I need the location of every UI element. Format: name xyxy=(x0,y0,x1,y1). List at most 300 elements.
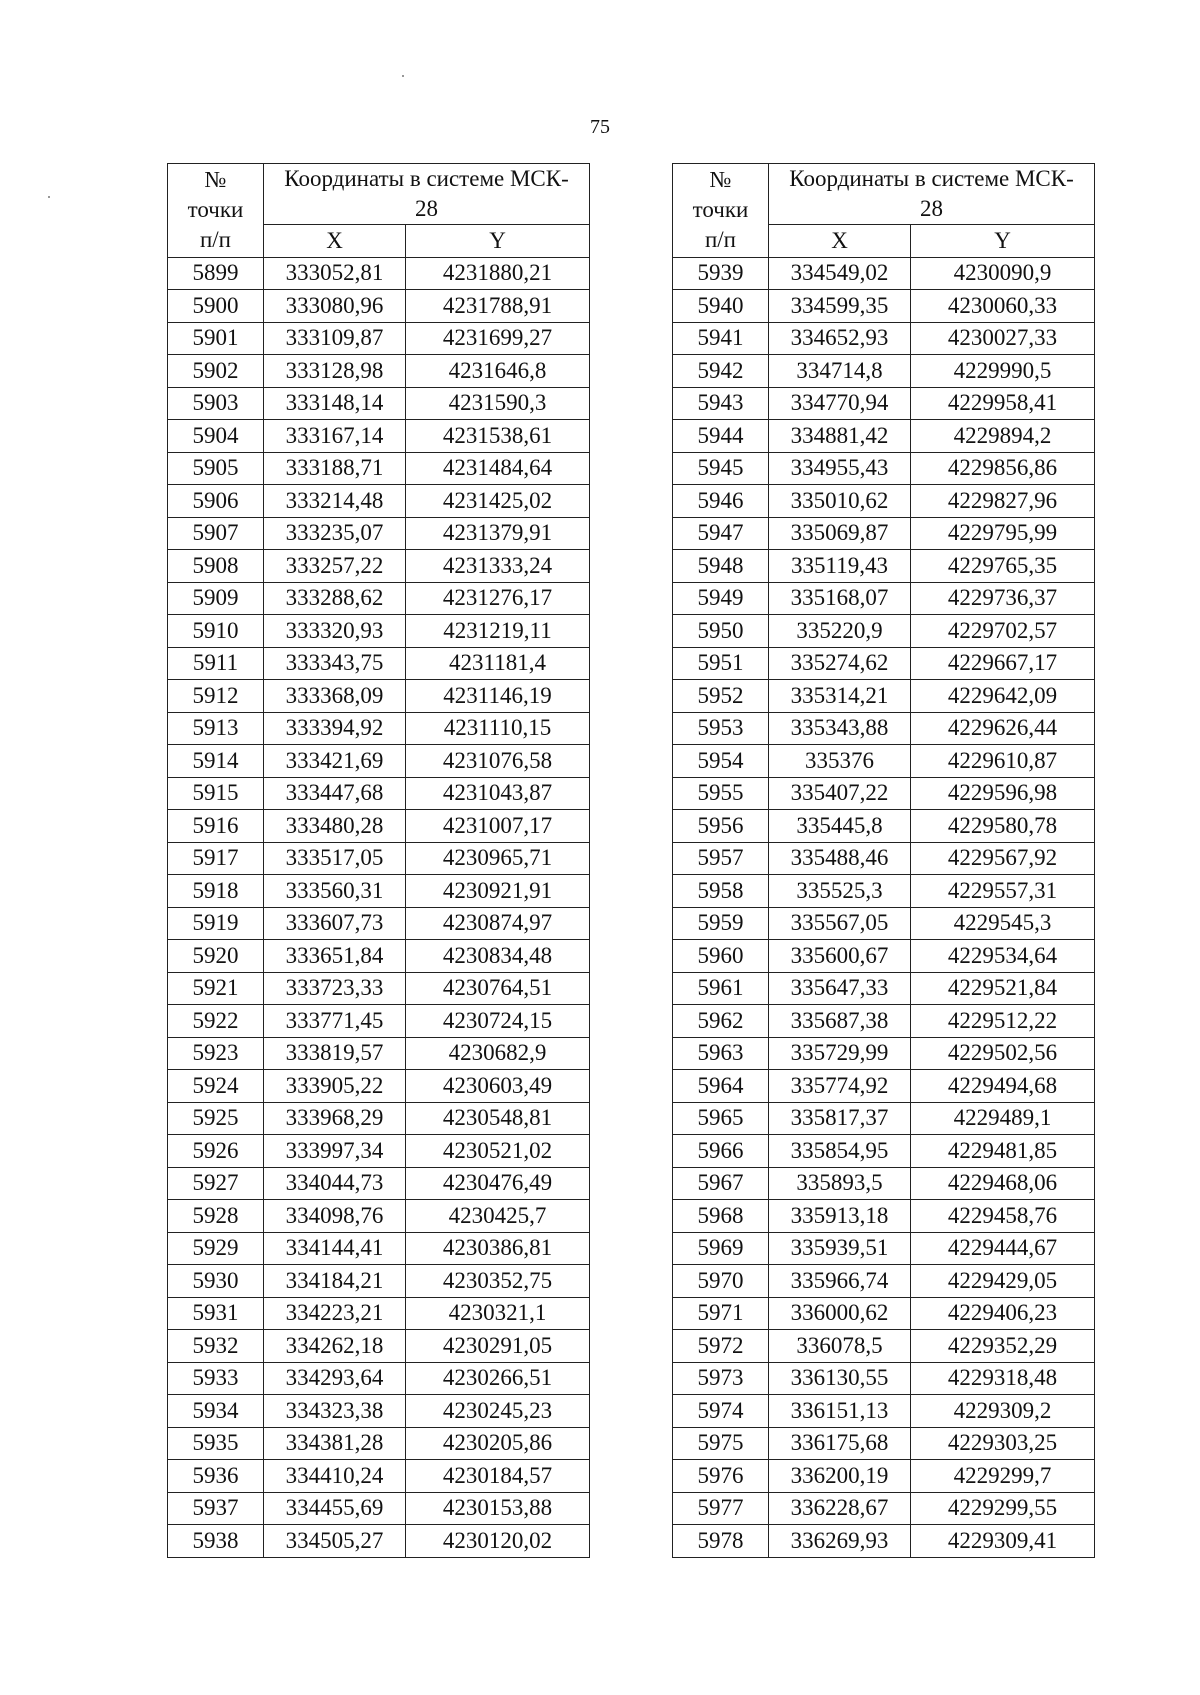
table-row xyxy=(168,1167,590,1200)
x-coordinate-cell: 333394,92 xyxy=(264,712,406,745)
point-number-cell: 5920 xyxy=(168,940,264,973)
table-row xyxy=(673,1460,1095,1493)
y-coordinate-cell: 4229545,3 xyxy=(911,907,1095,940)
y-coordinate-cell: 4229894,2 xyxy=(911,420,1095,453)
y-coordinate-cell: 4230548,81 xyxy=(406,1102,590,1135)
point-number-cell: 5922 xyxy=(168,1005,264,1038)
table-row xyxy=(673,485,1095,518)
y-coordinate-cell: 4229318,48 xyxy=(911,1362,1095,1395)
table-row xyxy=(673,1395,1095,1428)
x-coordinate-cell: 335854,95 xyxy=(769,1135,911,1168)
table-row xyxy=(673,745,1095,778)
point-number-cell: 5968 xyxy=(673,1200,769,1233)
point-number-header: № точки п/п xyxy=(673,164,769,258)
scan-speck xyxy=(402,75,404,77)
point-number-cell: 5948 xyxy=(673,550,769,583)
x-coordinate-cell: 335913,18 xyxy=(769,1200,911,1233)
table-row xyxy=(168,1200,590,1233)
table-row xyxy=(168,1232,590,1265)
x-coordinate-cell: 333288,62 xyxy=(264,582,406,615)
y-coordinate-cell: 4230245,23 xyxy=(406,1395,590,1428)
table-row xyxy=(673,1232,1095,1265)
x-coordinate-cell: 334652,93 xyxy=(769,322,911,355)
point-number-cell: 5921 xyxy=(168,972,264,1005)
table-row xyxy=(168,907,590,940)
x-coordinate-cell: 335168,07 xyxy=(769,582,911,615)
point-number-cell: 5940 xyxy=(673,290,769,323)
point-number-cell: 5958 xyxy=(673,875,769,908)
x-coordinate-cell: 334599,35 xyxy=(769,290,911,323)
x-coordinate-cell: 335525,3 xyxy=(769,875,911,908)
point-number-cell: 5944 xyxy=(673,420,769,453)
table-row xyxy=(168,1102,590,1135)
point-number-cell: 5901 xyxy=(168,322,264,355)
table-row xyxy=(673,257,1095,290)
point-number-cell: 5912 xyxy=(168,680,264,713)
x-coordinate-cell: 334549,02 xyxy=(769,257,911,290)
scan-speck xyxy=(48,196,50,198)
y-coordinate-cell: 4231076,58 xyxy=(406,745,590,778)
point-number-cell: 5905 xyxy=(168,452,264,485)
point-number-cell: 5943 xyxy=(673,387,769,420)
x-coordinate-cell: 334044,73 xyxy=(264,1167,406,1200)
y-coordinate-cell: 4229444,67 xyxy=(911,1232,1095,1265)
y-coordinate-cell: 4229502,56 xyxy=(911,1037,1095,1070)
x-coordinate-cell: 334410,24 xyxy=(264,1460,406,1493)
y-coordinate-cell: 4229299,55 xyxy=(911,1492,1095,1525)
table-row xyxy=(168,875,590,908)
table-row xyxy=(168,1362,590,1395)
y-coordinate-cell: 4229567,92 xyxy=(911,842,1095,875)
point-number-cell: 5949 xyxy=(673,582,769,615)
table-row xyxy=(673,452,1095,485)
point-number-cell: 5976 xyxy=(673,1460,769,1493)
point-number-cell: 5919 xyxy=(168,907,264,940)
y-coordinate-cell: 4229642,09 xyxy=(911,680,1095,713)
table-row xyxy=(168,777,590,810)
x-coordinate-cell: 333167,14 xyxy=(264,420,406,453)
point-number-cell: 5935 xyxy=(168,1427,264,1460)
table-row xyxy=(673,1265,1095,1298)
y-coordinate-cell: 4229299,7 xyxy=(911,1460,1095,1493)
point-number-cell: 5939 xyxy=(673,257,769,290)
point-number-cell: 5955 xyxy=(673,777,769,810)
table-row xyxy=(673,290,1095,323)
table-row xyxy=(673,680,1095,713)
x-coordinate-cell: 333188,71 xyxy=(264,452,406,485)
table-row xyxy=(673,712,1095,745)
y-coordinate-cell: 4231181,4 xyxy=(406,647,590,680)
y-coordinate-cell: 4229765,35 xyxy=(911,550,1095,583)
table-row xyxy=(168,1265,590,1298)
x-coordinate-cell: 333905,22 xyxy=(264,1070,406,1103)
table-row xyxy=(168,1460,590,1493)
point-number-cell: 5926 xyxy=(168,1135,264,1168)
point-number-cell: 5946 xyxy=(673,485,769,518)
table-row xyxy=(673,1427,1095,1460)
y-coordinate-cell: 4230386,81 xyxy=(406,1232,590,1265)
y-coordinate-cell: 4230425,7 xyxy=(406,1200,590,1233)
table-row xyxy=(673,1330,1095,1363)
x-coordinate-cell: 333560,31 xyxy=(264,875,406,908)
x-coordinate-cell: 334955,43 xyxy=(769,452,911,485)
x-coordinate-cell: 335343,88 xyxy=(769,712,911,745)
point-number-cell: 5966 xyxy=(673,1135,769,1168)
point-number-cell: 5971 xyxy=(673,1297,769,1330)
point-number-cell: 5923 xyxy=(168,1037,264,1070)
table-row xyxy=(673,387,1095,420)
x-coordinate-cell: 335376 xyxy=(769,745,911,778)
y-coordinate-cell: 4230874,97 xyxy=(406,907,590,940)
y-coordinate-cell: 4229521,84 xyxy=(911,972,1095,1005)
point-number-cell: 5963 xyxy=(673,1037,769,1070)
point-number-cell: 5974 xyxy=(673,1395,769,1428)
x-coordinate-cell: 333052,81 xyxy=(264,257,406,290)
x-coordinate-cell: 335567,05 xyxy=(769,907,911,940)
point-number-cell: 5906 xyxy=(168,485,264,518)
x-coordinate-cell: 333480,28 xyxy=(264,810,406,843)
table-row xyxy=(673,1492,1095,1525)
y-coordinate-cell: 4229494,68 xyxy=(911,1070,1095,1103)
point-number-cell: 5964 xyxy=(673,1070,769,1103)
y-column-header: Y xyxy=(911,225,1095,258)
x-coordinate-cell: 333421,69 xyxy=(264,745,406,778)
table-row xyxy=(673,1525,1095,1558)
point-number-cell: 5975 xyxy=(673,1427,769,1460)
x-coordinate-cell: 335010,62 xyxy=(769,485,911,518)
y-coordinate-cell: 4229827,96 xyxy=(911,485,1095,518)
point-number-cell: 5956 xyxy=(673,810,769,843)
x-coordinate-cell: 335600,67 xyxy=(769,940,911,973)
point-number-header: № точки п/п xyxy=(168,164,264,258)
x-coordinate-cell: 335893,5 xyxy=(769,1167,911,1200)
point-number-cell: 5953 xyxy=(673,712,769,745)
y-coordinate-cell: 4229512,22 xyxy=(911,1005,1095,1038)
y-coordinate-cell: 4231788,91 xyxy=(406,290,590,323)
table-row xyxy=(168,745,590,778)
x-coordinate-cell: 333447,68 xyxy=(264,777,406,810)
table-row xyxy=(673,1167,1095,1200)
table-row xyxy=(673,777,1095,810)
table-row xyxy=(168,810,590,843)
y-coordinate-cell: 4231590,3 xyxy=(406,387,590,420)
point-number-cell: 5914 xyxy=(168,745,264,778)
x-coordinate-cell: 335939,51 xyxy=(769,1232,911,1265)
table-row xyxy=(168,420,590,453)
point-number-cell: 5937 xyxy=(168,1492,264,1525)
x-coordinate-cell: 336000,62 xyxy=(769,1297,911,1330)
y-coordinate-cell: 4229309,41 xyxy=(911,1525,1095,1558)
x-coordinate-cell: 336228,67 xyxy=(769,1492,911,1525)
coordinates-header: Координаты в системе МСК- 28 xyxy=(769,164,1095,225)
x-coordinate-cell: 333723,33 xyxy=(264,972,406,1005)
y-coordinate-cell: 4229309,2 xyxy=(911,1395,1095,1428)
table-row xyxy=(673,582,1095,615)
coordinates-header: Координаты в системе МСК- 28 xyxy=(264,164,590,225)
y-coordinate-cell: 4230834,48 xyxy=(406,940,590,973)
coordinates-table-left xyxy=(167,163,590,1558)
x-coordinate-cell: 336269,93 xyxy=(769,1525,911,1558)
point-number-cell: 5945 xyxy=(673,452,769,485)
y-coordinate-cell: 4231699,27 xyxy=(406,322,590,355)
y-coordinate-cell: 4229626,44 xyxy=(911,712,1095,745)
table-row xyxy=(673,1135,1095,1168)
point-number-cell: 5918 xyxy=(168,875,264,908)
point-number-cell: 5907 xyxy=(168,517,264,550)
y-coordinate-cell: 4230205,86 xyxy=(406,1427,590,1460)
page-number: 75 xyxy=(590,116,610,138)
table-row xyxy=(168,290,590,323)
x-coordinate-cell: 336151,13 xyxy=(769,1395,911,1428)
y-coordinate-cell: 4231276,17 xyxy=(406,582,590,615)
y-coordinate-cell: 4230603,49 xyxy=(406,1070,590,1103)
x-coordinate-cell: 335445,8 xyxy=(769,810,911,843)
y-coordinate-cell: 4230266,51 xyxy=(406,1362,590,1395)
y-coordinate-cell: 4230476,49 xyxy=(406,1167,590,1200)
x-coordinate-cell: 335220,9 xyxy=(769,615,911,648)
table-row xyxy=(673,647,1095,680)
x-coordinate-cell: 335774,92 xyxy=(769,1070,911,1103)
y-coordinate-cell: 4230321,1 xyxy=(406,1297,590,1330)
point-number-cell: 5950 xyxy=(673,615,769,648)
y-coordinate-cell: 4229596,98 xyxy=(911,777,1095,810)
point-number-cell: 5942 xyxy=(673,355,769,388)
point-number-cell: 5932 xyxy=(168,1330,264,1363)
table-row xyxy=(168,582,590,615)
x-coordinate-cell: 336130,55 xyxy=(769,1362,911,1395)
point-number-cell: 5973 xyxy=(673,1362,769,1395)
x-coordinate-cell: 334262,18 xyxy=(264,1330,406,1363)
point-number-cell: 5929 xyxy=(168,1232,264,1265)
table-row xyxy=(673,907,1095,940)
x-coordinate-cell: 333968,29 xyxy=(264,1102,406,1135)
table-row xyxy=(673,322,1095,355)
table-row xyxy=(168,1005,590,1038)
x-coordinate-cell: 334881,42 xyxy=(769,420,911,453)
x-coordinate-cell: 333235,07 xyxy=(264,517,406,550)
point-number-cell: 5908 xyxy=(168,550,264,583)
y-column-header: Y xyxy=(406,225,590,258)
x-coordinate-cell: 334505,27 xyxy=(264,1525,406,1558)
table-row xyxy=(168,940,590,973)
x-coordinate-cell: 336175,68 xyxy=(769,1427,911,1460)
y-coordinate-cell: 4230965,71 xyxy=(406,842,590,875)
y-coordinate-cell: 4230027,33 xyxy=(911,322,1095,355)
x-coordinate-cell: 334144,41 xyxy=(264,1232,406,1265)
y-coordinate-cell: 4231425,02 xyxy=(406,485,590,518)
point-number-cell: 5967 xyxy=(673,1167,769,1200)
y-coordinate-cell: 4229489,1 xyxy=(911,1102,1095,1135)
table-row xyxy=(168,387,590,420)
x-coordinate-cell: 333148,14 xyxy=(264,387,406,420)
y-coordinate-cell: 4230724,15 xyxy=(406,1005,590,1038)
point-number-cell: 5917 xyxy=(168,842,264,875)
y-coordinate-cell: 4229458,76 xyxy=(911,1200,1095,1233)
point-number-cell: 5936 xyxy=(168,1460,264,1493)
x-coordinate-cell: 334098,76 xyxy=(264,1200,406,1233)
table-row xyxy=(168,1037,590,1070)
y-coordinate-cell: 4230921,91 xyxy=(406,875,590,908)
point-number-cell: 5930 xyxy=(168,1265,264,1298)
x-coordinate-cell: 333109,87 xyxy=(264,322,406,355)
table-row xyxy=(168,485,590,518)
y-coordinate-cell: 4230120,02 xyxy=(406,1525,590,1558)
x-coordinate-cell: 333257,22 xyxy=(264,550,406,583)
point-number-cell: 5965 xyxy=(673,1102,769,1135)
x-coordinate-cell: 335488,46 xyxy=(769,842,911,875)
table-row xyxy=(673,1297,1095,1330)
x-coordinate-cell: 333517,05 xyxy=(264,842,406,875)
table-row xyxy=(168,1297,590,1330)
table-row xyxy=(168,712,590,745)
x-coordinate-cell: 335687,38 xyxy=(769,1005,911,1038)
point-number-cell: 5970 xyxy=(673,1265,769,1298)
x-coordinate-cell: 333771,45 xyxy=(264,1005,406,1038)
y-coordinate-cell: 4230764,51 xyxy=(406,972,590,1005)
table-row xyxy=(673,1005,1095,1038)
coordinates-table-right xyxy=(672,163,1095,1558)
table-row xyxy=(673,1070,1095,1103)
x-coordinate-cell: 334714,8 xyxy=(769,355,911,388)
x-coordinate-cell: 335314,21 xyxy=(769,680,911,713)
y-coordinate-cell: 4231538,61 xyxy=(406,420,590,453)
table-row xyxy=(673,940,1095,973)
table-row xyxy=(673,615,1095,648)
y-coordinate-cell: 4229468,06 xyxy=(911,1167,1095,1200)
table-row xyxy=(168,517,590,550)
x-coordinate-cell: 334223,21 xyxy=(264,1297,406,1330)
table-row xyxy=(168,322,590,355)
table-row xyxy=(673,972,1095,1005)
x-coordinate-cell: 333128,98 xyxy=(264,355,406,388)
table-row xyxy=(673,1362,1095,1395)
point-number-cell: 5938 xyxy=(168,1525,264,1558)
y-coordinate-cell: 4231043,87 xyxy=(406,777,590,810)
table-row xyxy=(168,647,590,680)
y-coordinate-cell: 4229429,05 xyxy=(911,1265,1095,1298)
table-row xyxy=(168,1427,590,1460)
x-coordinate-cell: 335966,74 xyxy=(769,1265,911,1298)
point-number-cell: 5931 xyxy=(168,1297,264,1330)
point-number-cell: 5916 xyxy=(168,810,264,843)
table-row xyxy=(673,420,1095,453)
x-coordinate-cell: 335729,99 xyxy=(769,1037,911,1070)
point-number-cell: 5952 xyxy=(673,680,769,713)
point-number-cell: 5909 xyxy=(168,582,264,615)
x-coordinate-cell: 334455,69 xyxy=(264,1492,406,1525)
y-coordinate-cell: 4229481,85 xyxy=(911,1135,1095,1168)
y-coordinate-cell: 4231219,11 xyxy=(406,615,590,648)
x-coordinate-cell: 333320,93 xyxy=(264,615,406,648)
y-coordinate-cell: 4229534,64 xyxy=(911,940,1095,973)
y-coordinate-cell: 4230682,9 xyxy=(406,1037,590,1070)
x-coordinate-cell: 333651,84 xyxy=(264,940,406,973)
table-row xyxy=(168,1330,590,1363)
point-number-cell: 5977 xyxy=(673,1492,769,1525)
x-coordinate-cell: 334381,28 xyxy=(264,1427,406,1460)
table-row xyxy=(673,810,1095,843)
x-column-header: X xyxy=(769,225,911,258)
point-number-cell: 5969 xyxy=(673,1232,769,1265)
y-coordinate-cell: 4229580,78 xyxy=(911,810,1095,843)
point-number-cell: 5951 xyxy=(673,647,769,680)
point-number-cell: 5928 xyxy=(168,1200,264,1233)
table-row xyxy=(168,1070,590,1103)
y-coordinate-cell: 4231333,24 xyxy=(406,550,590,583)
point-number-cell: 5978 xyxy=(673,1525,769,1558)
x-coordinate-cell: 335274,62 xyxy=(769,647,911,680)
y-coordinate-cell: 4229990,5 xyxy=(911,355,1095,388)
y-coordinate-cell: 4229557,31 xyxy=(911,875,1095,908)
x-coordinate-cell: 334293,64 xyxy=(264,1362,406,1395)
x-coordinate-cell: 335407,22 xyxy=(769,777,911,810)
point-number-cell: 5962 xyxy=(673,1005,769,1038)
table-row xyxy=(168,1135,590,1168)
y-coordinate-cell: 4229958,41 xyxy=(911,387,1095,420)
point-number-cell: 5959 xyxy=(673,907,769,940)
point-number-cell: 5972 xyxy=(673,1330,769,1363)
y-coordinate-cell: 4231646,8 xyxy=(406,355,590,388)
x-coordinate-cell: 333080,96 xyxy=(264,290,406,323)
point-number-cell: 5900 xyxy=(168,290,264,323)
table-row xyxy=(168,1525,590,1558)
table-row xyxy=(168,842,590,875)
table-row xyxy=(673,842,1095,875)
y-coordinate-cell: 4231146,19 xyxy=(406,680,590,713)
point-number-cell: 5925 xyxy=(168,1102,264,1135)
x-coordinate-cell: 333997,34 xyxy=(264,1135,406,1168)
point-number-cell: 5941 xyxy=(673,322,769,355)
y-coordinate-cell: 4230184,57 xyxy=(406,1460,590,1493)
y-coordinate-cell: 4229303,25 xyxy=(911,1427,1095,1460)
y-coordinate-cell: 4229856,86 xyxy=(911,452,1095,485)
point-number-cell: 5927 xyxy=(168,1167,264,1200)
y-coordinate-cell: 4229702,57 xyxy=(911,615,1095,648)
y-coordinate-cell: 4230521,02 xyxy=(406,1135,590,1168)
table-row xyxy=(168,615,590,648)
point-number-cell: 5924 xyxy=(168,1070,264,1103)
table-row xyxy=(673,1200,1095,1233)
y-coordinate-cell: 4230352,75 xyxy=(406,1265,590,1298)
y-coordinate-cell: 4229736,37 xyxy=(911,582,1095,615)
y-coordinate-cell: 4231007,17 xyxy=(406,810,590,843)
y-coordinate-cell: 4231379,91 xyxy=(406,517,590,550)
point-number-cell: 5961 xyxy=(673,972,769,1005)
table-row xyxy=(168,1492,590,1525)
table-row xyxy=(673,355,1095,388)
table-row xyxy=(168,550,590,583)
y-coordinate-cell: 4229406,23 xyxy=(911,1297,1095,1330)
y-coordinate-cell: 4230291,05 xyxy=(406,1330,590,1363)
table-row xyxy=(168,452,590,485)
point-number-cell: 5913 xyxy=(168,712,264,745)
y-coordinate-cell: 4231880,21 xyxy=(406,257,590,290)
y-coordinate-cell: 4229667,17 xyxy=(911,647,1095,680)
x-coordinate-cell: 333368,09 xyxy=(264,680,406,713)
point-number-cell: 5899 xyxy=(168,257,264,290)
x-coordinate-cell: 333343,75 xyxy=(264,647,406,680)
y-coordinate-cell: 4231110,15 xyxy=(406,712,590,745)
x-coordinate-cell: 336078,5 xyxy=(769,1330,911,1363)
table-row xyxy=(168,972,590,1005)
point-number-cell: 5904 xyxy=(168,420,264,453)
table-row xyxy=(673,550,1095,583)
x-coordinate-cell: 333214,48 xyxy=(264,485,406,518)
point-number-cell: 5947 xyxy=(673,517,769,550)
point-number-cell: 5915 xyxy=(168,777,264,810)
table-row xyxy=(673,1037,1095,1070)
table-row xyxy=(168,355,590,388)
